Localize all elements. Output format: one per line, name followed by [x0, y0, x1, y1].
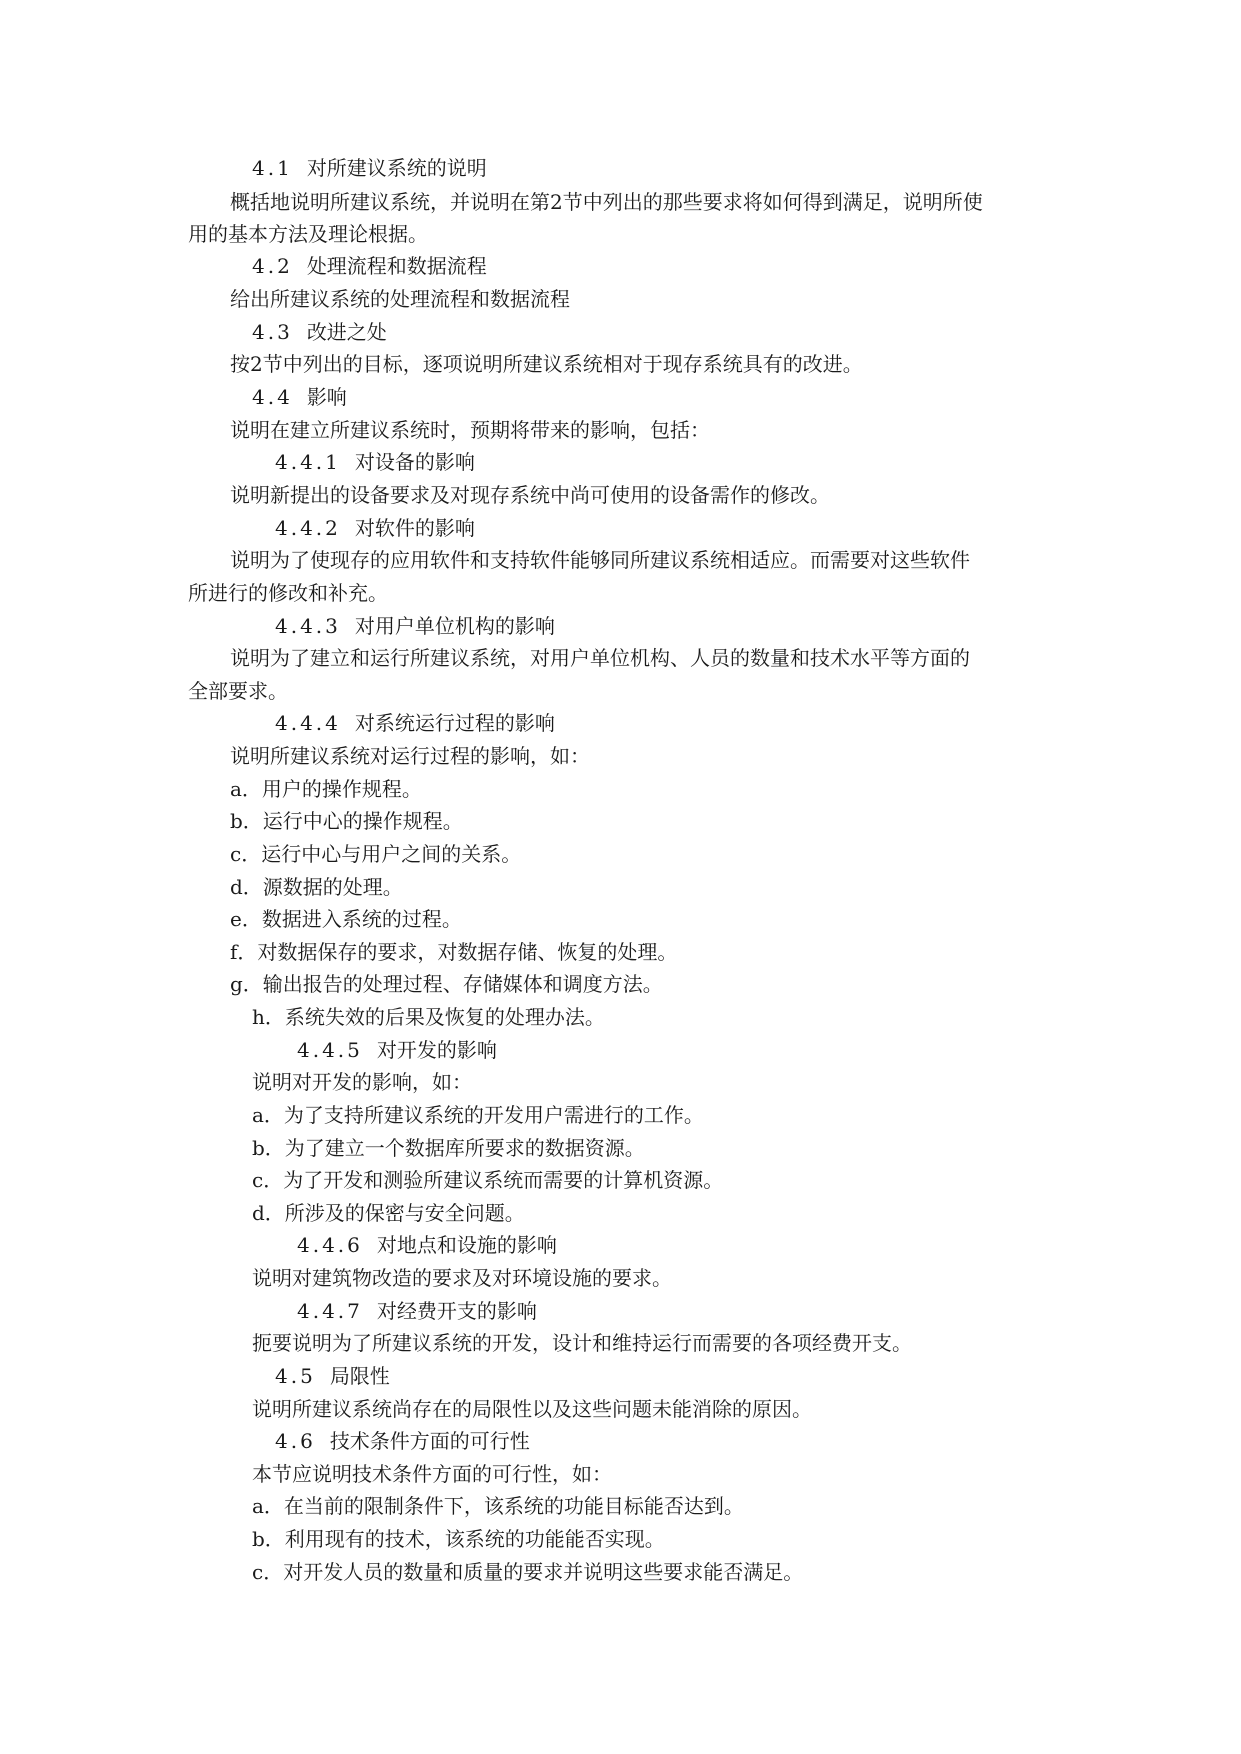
heading-4-5: 4.5 局限性	[275, 1364, 390, 1388]
heading-4-4-7: 4.4.7 对经费开支的影响	[297, 1299, 537, 1323]
paragraph: 说明为了建立和运行所建议系统，对用户单位机构、人员的数量和技术水平等方面的	[230, 646, 970, 670]
heading-4-4-5: 4.4.5 对开发的影响	[297, 1038, 497, 1062]
list-item: a．为了支持所建议系统的开发用户需进行的工作。	[252, 1103, 704, 1127]
list-item: c．为了开发和测验所建议系统而需要的计算机资源。	[252, 1168, 724, 1192]
paragraph: 扼要说明为了所建议系统的开发，设计和维持运行而需要的各项经费开支。	[252, 1331, 912, 1355]
heading-4-4: 4.4 影响	[252, 385, 347, 409]
paragraph: 给出所建议系统的处理流程和数据流程	[230, 287, 570, 311]
paragraph: 说明在建立所建议系统时，预期将带来的影响，包括：	[230, 418, 710, 442]
paragraph: 说明所建议系统对运行过程的影响，如：	[230, 744, 590, 768]
heading-4-4-4: 4.4.4 对系统运行过程的影响	[275, 711, 555, 735]
heading-4-2: 4.2 处理流程和数据流程	[252, 254, 487, 278]
list-item: b．为了建立一个数据库所要求的数据资源。	[252, 1136, 645, 1160]
heading-4-1: 4.1 对所建议系统的说明	[252, 156, 487, 180]
heading-4-6: 4.6 技术条件方面的可行性	[275, 1429, 530, 1453]
list-item: b．利用现有的技术，该系统的功能能否实现。	[252, 1527, 665, 1551]
paragraph: 全部要求。	[188, 679, 288, 703]
list-item: g．输出报告的处理过程、存储媒体和调度方法。	[230, 972, 663, 996]
list-item: b．运行中心的操作规程。	[230, 809, 463, 833]
paragraph: 说明新提出的设备要求及对现存系统中尚可使用的设备需作的修改。	[230, 483, 830, 507]
paragraph: 说明对建筑物改造的要求及对环境设施的要求。	[252, 1266, 672, 1290]
list-item: d．所涉及的保密与安全问题。	[252, 1201, 525, 1225]
list-item: a．在当前的限制条件下，该系统的功能目标能否达到。	[252, 1494, 744, 1518]
list-item: a．用户的操作规程。	[230, 777, 422, 801]
list-item: e．数据进入系统的过程。	[230, 907, 462, 931]
list-item: c．对开发人员的数量和质量的要求并说明这些要求能否满足。	[252, 1560, 804, 1584]
heading-4-4-1: 4.4.1 对设备的影响	[275, 450, 475, 474]
list-item: h．系统失效的后果及恢复的处理办法。	[252, 1005, 605, 1029]
paragraph: 按2节中列出的目标，逐项说明所建议系统相对于现存系统具有的改进。	[230, 352, 863, 376]
paragraph: 概括地说明所建议系统，并说明在第2节中列出的那些要求将如何得到满足，说明所使	[230, 190, 983, 214]
heading-4-3: 4.3 改进之处	[252, 320, 387, 344]
paragraph: 说明对开发的影响，如：	[252, 1070, 472, 1094]
heading-4-4-2: 4.4.2 对软件的影响	[275, 516, 475, 540]
heading-4-4-6: 4.4.6 对地点和设施的影响	[297, 1233, 557, 1257]
paragraph: 说明所建议系统尚存在的局限性以及这些问题未能消除的原因。	[252, 1397, 812, 1421]
paragraph: 本节应说明技术条件方面的可行性，如：	[252, 1462, 612, 1486]
list-item: d．源数据的处理。	[230, 875, 403, 899]
list-item: f．对数据保存的要求，对数据存储、恢复的处理。	[230, 940, 678, 964]
paragraph: 所进行的修改和补充。	[188, 581, 388, 605]
heading-4-4-3: 4.4.3 对用户单位机构的影响	[275, 614, 555, 638]
list-item: c．运行中心与用户之间的关系。	[230, 842, 522, 866]
paragraph: 用的基本方法及理论根据。	[188, 222, 428, 246]
paragraph: 说明为了使现存的应用软件和支持软件能够同所建议系统相适应。而需要对这些软件	[230, 548, 970, 572]
